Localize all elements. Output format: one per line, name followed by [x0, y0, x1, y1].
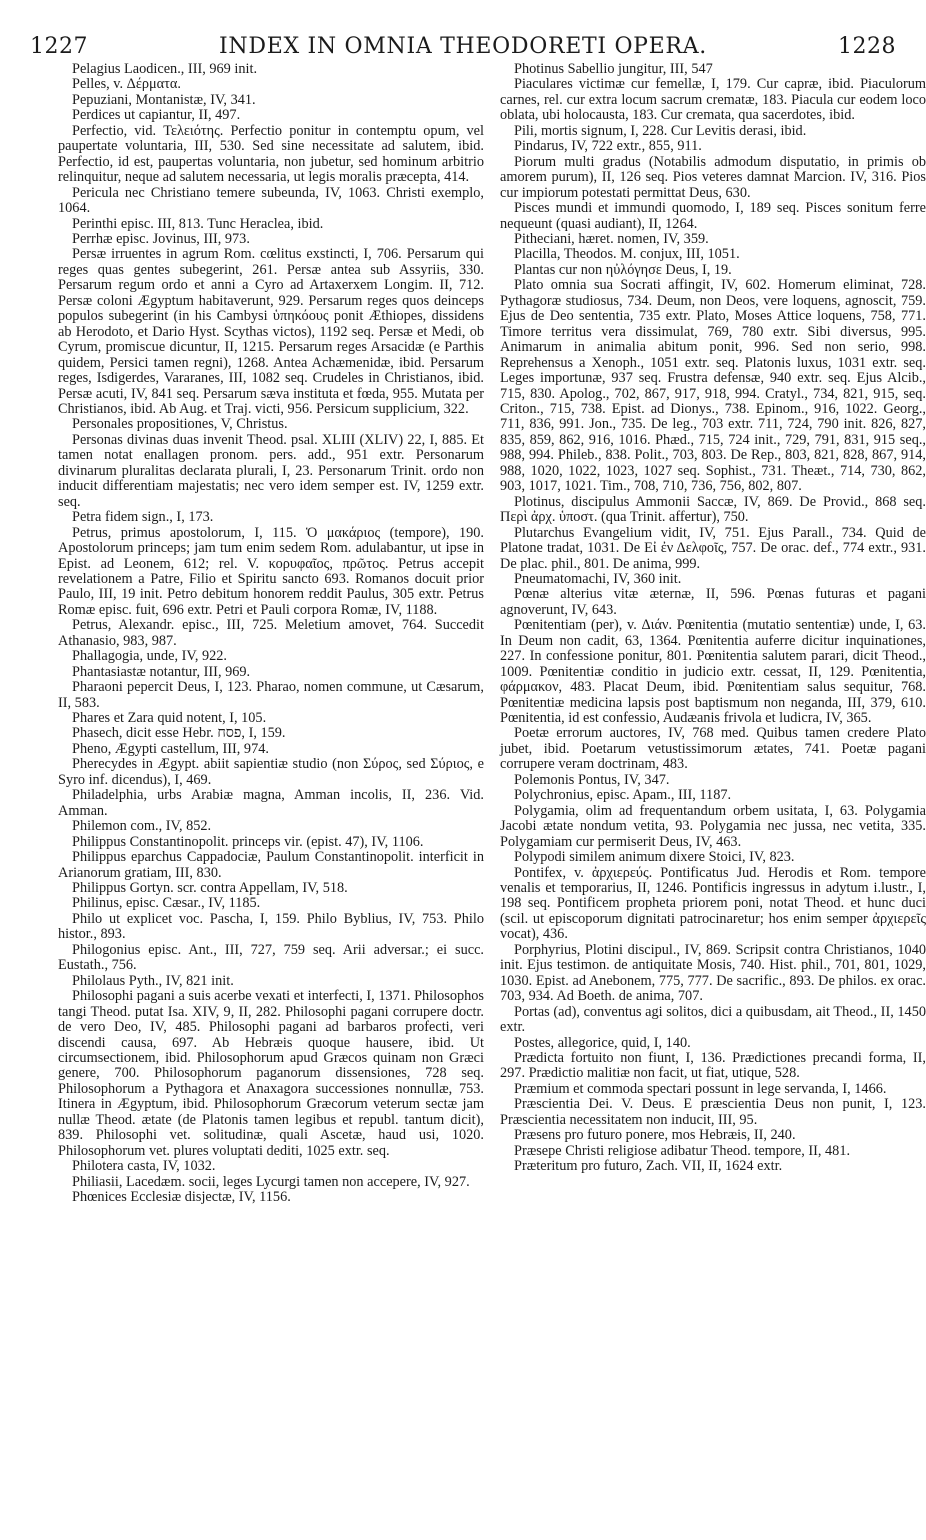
index-entry: Philippus eparchus Cappadociæ, Paulum Constantinopolit. interficit in Arianorum gratiam, III, 830. [58, 849, 484, 881]
index-entry: Pelagius Laodicen., III, 969 init. [72, 61, 258, 77]
index-entry: Polypodi similem animum dixere Stoici, IV, 823. [514, 849, 795, 866]
index-entry: Petrus, primus apostolorum, I, 115. Ὁ μακάριος (tempore), 190. Apostolorum princeps; jam tum enim sedem Rom. adulabantur, ut ipse in Epist. ad Leonem, 612; rel. V. κορυφαῖος, πρῶτος. Petrus accepit revelationem a Patre, Filio et Spiritu sancto 693. Romanos docuit prior Paulo, III, 19 init. Petro debitum honorem reddit Paulus, 305 extr. Petrus Romæ episc. fuit, 696 extr. Petri et Pauli corpora Romæ, IV, 1188. [58, 524, 484, 618]
index-entry: Philosophi pagani a suis acerbe vexati et interfecti, I, 1371. Philosophos tangi Theod. putat Isa. XIV, 9, II, 282. Philosophi pagani corrupere doctr. de vero Deo, IV, 485. Philosophi pagani ad barbaros profecti, veri discendi causa, 697. Ab Hebræis quoque hausere, ibid. Ut circumsectionem, ibid. Philosophorum apud Græcos quinam non Græci genere, 700. Philosophorum paganorum dissensiones, 728 seq. Philosophorum a Pythagora et Anaxagora successiones nonnullæ, 753. Itinera in Ægyptum, ibid. Philosophorum Græcorum veterum sectæ jam nullæ Theod. ætate (de Platonis tamen legibus et republ. tantum dicit), 839. Philosophi vet. solitudinæ, quali Ascetæ, haud usi, 1020. Philosophorum vet. plures voluptati dediti, 1025 extr. seq. [58, 988, 484, 1159]
index-entry: Prædicta fortuito non fiunt, I, 136. Prædictiones precandi forma, II, 297. Prædictio malitiæ non facit, ut fiat, utique, 528. [500, 1050, 926, 1082]
index-entry: Philinus, episc. Cæsar., IV, 1185. [72, 895, 261, 912]
index-entry: Plato omnia sua Socrati affingit, IV, 602. Homerum eliminat, 728. Pythagoræ studiosus, 734. Deum, non Deos, vere loquens, agnoscit, 759. Ejus de Deo sententia, 735 extr. Plato, Moses Attice loquens, 758, 771. Timore territus vera dissimulat, 769, 780 extr. Sibi diversus, 995. Animarum in animalia abitum ponit, 996. Sed non serio, 998. Reprehensus a Xenoph., 1051 extr. seq. Platonis luxus, 1031 extr. seq. Leges importunæ, 937 seq. Frustra defensæ, 940 extr. seq. Ejus Alcib., 715, 830. Apolog., 702, 867, 917, 918, 994. Cratyl., 734, 821, 915, seq. Criton., 715, 738. Epist. ad Dionys., 738. Epinom., 916, 1022. Georg., 711, 836, 991. Jon., 735. De leg., 703 extr. 711, 724, 790 init. 826, 827, 835, 859, 862, 916, 1016. Phæd., 715, 724 init., 729, 791, 831, 915 seq., 988, 994. Phileb., 838. Polit., 703, 803. De Rep., 803, 821, 828, 867, 914, 988, 1020, 1022, 1023, 1027 seq. Sophist., 731. Theæt., 714, 730, 862, 903, 1017, 1021. Tim., 708, 710, 736, 756, 802, 807. [500, 277, 926, 495]
index-entry: Pœnæ alterius vitæ æternæ, II, 596. Pœnas futuras et pagani agnoverunt, IV, 643. [500, 586, 926, 618]
index-entry: Petra fidem sign., I, 173. [72, 509, 214, 526]
index-entry: Plotinus, discipulus Ammonii Saccæ, IV, 869. De Provid., 868 seq. Περὶ ἀρχ. ὑποστ. (qua Trinit. affertur), 750. [500, 493, 926, 526]
index-entry: Phœnices Ecclesiæ disjectæ, IV, 1156. [72, 1189, 291, 1206]
index-entry: Pneumatomachi, IV, 360 init. [514, 570, 682, 587]
index-entry: Phallagogia, unde, IV, 922. [72, 648, 227, 665]
index-entry: Phantasiastæ notantur, III, 969. [72, 663, 251, 680]
index-entry: Philotera casta, IV, 1032. [72, 1158, 216, 1175]
index-entry: Perdices ut capiantur, II, 497. [72, 107, 241, 124]
left-column [58, 62, 484, 1206]
index-entry: Philo ut explicet voc. Pascha, I, 159. Philo Byblius, IV, 753. Philo histor., 893. [58, 910, 484, 943]
index-entry: Præteritum pro futuro, Zach. VII, II, 1624 extr. [514, 1158, 783, 1175]
index-entry: Polemonis Pontus, IV, 347. [514, 771, 670, 788]
index-entry: Pœnitentiam (per), v. Διάν. Pœnitentia (mutatio sententiæ) unde, I, 63. In Deum non cadit, 63, 1364. Pœnitentia auferre dicitur inquinationes, 227. In confessione ponitur, 801. Pœnitentia salutem parari, dicit Theod., 1009. Pœnitentiæ conditio in judicio extr. cessat, II, 129. Pœnitentia, φάρμακον, 483. Placat Deum, ibid. Pœnitentiam salus sequitur, 768. Pœnitentiæ medicina lapsis post baptismum non neganda, III, 379, 610. Pœnitentia, id est confessio, Audæanis frivola et ludicra, IV, 365. [500, 617, 926, 727]
index-entry: Philippus Gortyn. scr. contra Appellam, IV, 518. [72, 880, 348, 897]
index-entry: Piorum multi gradus (Notabilis admodum disputatio, in primis ob amorem purum), II, 126 seq. Pios veteres damnat Marcion. IV, 316. Pios cur impiorum potestati permittat Deus, 630. [500, 153, 926, 201]
index-entry: Pitheciani, hæret. nomen, IV, 359. [514, 230, 709, 247]
index-entry: Personas divinas duas invenit Theod. psal. XLIII (XLIV) 22, I, 885. Et tamen notat enallagen pronom. pers. add., 951 extr. Personarum divinarum pluralitas declarata plurali, I, 23. Personarum Trinit. ordo non inducit differentiam majestatis; nec vero idem semper est. IV, 1259 extr. seq. [58, 431, 484, 510]
index-entry: Præscientia Dei. V. Deus. E præscientia Deus non punit, I, 123. Præscientia necessitatem non inducit, III, 95. [500, 1096, 926, 1128]
index-entry: Pontifex, v. ἀρχιερεύς. Pontificatus Jud. Herodis et Rom. tempore venalis et temporarius, II, 1246. Pontificis ingressus in adytum i.lustr., I, 198 seq. Pontificem propheta priorem poni, notat Theod. et hunc duci (scil. ut episcoporum dignitati patrocinaretur; hos enim semper ἀρχιερεῖς vocat), 436. [500, 864, 926, 943]
running-title: INDEX IN OMNIA THEODORETI OPERA. [219, 34, 707, 59]
index-entry: Postes, allegorice, quid, I, 140. [514, 1034, 691, 1051]
index-entry: Persæ irruentes in agrum Rom. cœlitus exstincti, I, 706. Persarum qui reges quas gentes subegerint, 261. Persæ antea sub Assyriis, 330. Persarum regum ordo et anni a Cyro ad Artaxerxem Longim. II, 712. Persæ coloni Ægyptum habitaverunt, 929. Persarum reges quos deinceps populos subegerint (in his Cambysi ὑπηκόους ponit Æthiopes, dissidens ab Herodoto, et Dario Hyst. Scythas victos), 1192 seq. Persæ et Medi, ob Cyrum, promiscue dicuntur, II, 1215. Persarum reges Arsacidæ (e Parthis quidem, Persici tamen regni), 1268. Antea Achæmenidæ, ibid. Persarum reges, Isdigerdes, Vararanes, III, 1082 seq. Crudeles in Christianos, ibid. Persæ acuti, IV, 841 seq. Persarum sæva instituta et fœda, 955. Mutata per Christianos, ibid. Ab Aug. et Traj. victi, 956. Persicum supplicium, 322. [58, 246, 484, 417]
index-entry: Petrus, Alexandr. episc., III, 725. Meletium amovet, 764. Succedit Athanasio, 983, 987. [58, 617, 484, 649]
index-entry: Phares et Zara quid notent, I, 105. [72, 710, 267, 727]
index-entry: Placilla, Theodos. M. conjux, III, 1051. [514, 246, 740, 263]
index-entry: Pelles, v. Δέρματα. [72, 76, 181, 93]
right-column [500, 62, 926, 1175]
index-entry: Perinthi episc. III, 813. Tunc Heraclea, ibid. [72, 215, 324, 232]
index-entry: Pili, mortis signum, I, 228. Cur Levitis derasi, ibid. [514, 122, 807, 139]
index-entry: Præsepe Christi religiose adibatur Theod. tempore, II, 481. [514, 1142, 851, 1159]
index-entry: Philogonius episc. Ant., III, 727, 759 seq. Arii adversar.; ei succ. Eustath., 756. [58, 941, 484, 974]
index-entry: Perrhæ episc. Jovinus, III, 973. [72, 230, 250, 247]
index-entry: Photinus Sabellio jungitur, III, 547 [514, 61, 713, 77]
index-entry: Pepuziani, Montanistæ, IV, 341. [72, 91, 256, 108]
index-entry: Præsens pro futuro ponere, mos Hebræis, II, 240. [514, 1127, 796, 1144]
index-entry: Philippus Constantinopolit. princeps vir. (epist. 47), IV, 1106. [72, 833, 424, 850]
index-entry: Portas (ad), conventus agi solitos, dici a quibusdam, ait Theod., II, 1450 extr. [500, 1003, 926, 1036]
index-entry: Piaculares victimæ cur femellæ, I, 179. Cur capræ, ibid. Piaculorum carnes, rel. cur extra locum sacrum crematæ, 183. Piacula cur eodem loco oblata, ubi holocausta, 183. Cur cremata, qua sacerdotes, ibid. [500, 76, 926, 124]
index-entry: Poetæ errorum auctores, IV, 768 med. Quibus tamen credere Plato jubet, ibid. Poetarum vetustissimorum ætates, 741. Poetæ pagani corrupere veram doctrinam, 483. [500, 725, 926, 773]
index-entry: Plutarchus Evangelium vidit, IV, 751. Ejus Parall., 734. Quid de Platone tradat, 1031. De Εἰ ἐν Δελφοῖς, 757. De orac. def., 774 extr., 931. De plac. phil., 801. De anima, 999. [500, 524, 926, 572]
index-entry: Pherecydes in Ægypt. abiit sapientiæ studio (non Σύρος, sed Σύριος, e Syro inf. dicendus), I, 469. [58, 756, 484, 788]
index-entry: Pericula nec Christiano temere subeunda, IV, 1063. Christi exemplo, 1064. [58, 184, 484, 217]
index-entry: Philolaus Pyth., IV, 821 init. [72, 972, 234, 989]
right-page-number: 1228 [838, 34, 896, 59]
index-entry: Philiasii, Lacedæm. socii, leges Lycurgi tamen non accepere, IV, 927. [72, 1173, 470, 1190]
index-entry: Personales propositiones, V, Christus. [72, 416, 288, 433]
index-entry: Perfectio, vid. Τελειότης. Perfectio ponitur in contemptu opum, vel paupertate voluntaria, III, 530. Sed sine necessitate ad salutem, ibid. Perfectio, id est, paupertas voluntaria, non jubetur, sed hominum arbitrio relinquitur, neque ad salutem necessaria, ut legis moralis præcepta, 414. [58, 122, 484, 186]
index-entry: Philadelphia, urbs Arabiæ magna, Amman incolis, II, 236. Vid. Amman. [58, 787, 484, 819]
index-entry: Porphyrius, Plotini discipul., IV, 869. Scripsit contra Christianos, 1040 init. Ejus testimon. de antiquitate Mosis, 740. Hist. phil., 701, 801, 1029, 1030. Epist. ad Anebonem, 775, 777. De sacrific., 893. De philos. ex orac. 703, 934. Ad Boeth. de anima, 707. [500, 941, 926, 1005]
index-entry: Pharaoni pepercit Deus, I, 123. Pharao, nomen commune, ut Cæsarum, II, 583. [58, 679, 484, 711]
index-entry: Pisces mundi et immundi quomodo, I, 189 seq. Pisces sonitum ferre nequeunt (quasi audiant), II, 1264. [500, 200, 926, 232]
index-entry: Pheno, Ægypti castellum, III, 974. [72, 740, 269, 757]
page-header [30, 30, 896, 60]
index-entry: Pindarus, IV, 722 extr., 855, 911. [514, 138, 702, 155]
left-page-number: 1227 [30, 34, 88, 59]
index-entry: Præmium et commoda spectari possunt in lege servanda, I, 1466. [514, 1080, 887, 1097]
index-entry: Philemon com., IV, 852. [72, 818, 212, 835]
index-entry: Polygamia, olim ad frequentandum orbem usitata, I, 63. Polygamia Jacobi ætate nondum vetita, 93. Polygamia nec jussa, nec vetita, 335. Polygamiam cur permiserit Deus, IV, 463. [500, 802, 926, 850]
index-entry: Polychronius, episc. Apam., III, 1187. [514, 787, 732, 804]
index-entry: Plantas cur non ηὐλόγησε Deus, I, 19. [514, 261, 732, 278]
index-entry: Phasech, dicit esse Hebr. פסח, I, 159. [72, 725, 286, 742]
